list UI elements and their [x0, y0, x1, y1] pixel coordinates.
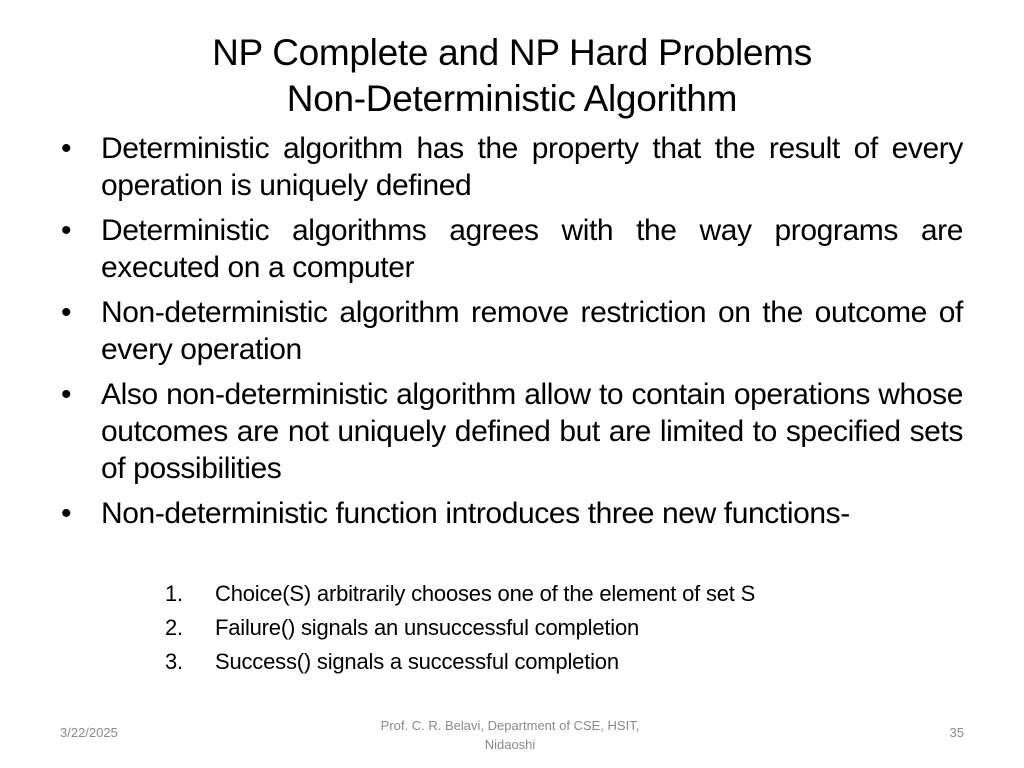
item-number: 3.	[165, 649, 183, 674]
item-text: Failure() signals an unsuccessful completion	[215, 615, 640, 640]
bullet-item	[58, 495, 963, 532]
bullet-icon: •	[61, 132, 72, 165]
bullet-item	[58, 294, 963, 368]
item-text: Choice(S) arbitrarily chooses one of the element of set S	[215, 581, 756, 606]
numbered-list	[165, 577, 925, 679]
bullet-text: Deterministic algorithm has the property that the result of every operation is uniquely defined	[101, 132, 963, 202]
title-line-2: Non-Deterministic Algorithm	[286, 78, 738, 119]
bullet-icon: •	[61, 497, 72, 530]
title-line-1: NP Complete and NP Hard Problems	[212, 32, 812, 73]
footer-author-line-2: Nidaoshi	[484, 737, 536, 752]
numbered-item	[165, 645, 925, 679]
bullet-text: Non-deterministic algorithm remove restriction on the outcome of every operation	[101, 296, 963, 366]
page-number: 35	[949, 725, 964, 740]
bullet-text: Deterministic algorithms agrees with the way programs are executed on a computer	[101, 214, 963, 284]
bullet-icon: •	[61, 214, 72, 247]
numbered-item	[165, 577, 925, 611]
footer-date: 3/22/2025	[60, 725, 118, 740]
bullet-text: Non-deterministic function introduces three new functions-	[101, 497, 850, 530]
bullet-item	[58, 130, 963, 204]
item-number: 2.	[165, 615, 183, 640]
bullet-text: Also non-deterministic algorithm allow to contain operations whose outcomes are not uniquely defined but are limited to specified sets of possibilities	[101, 378, 963, 485]
bullet-item	[58, 212, 963, 286]
footer-author	[340, 716, 680, 754]
bullet-list	[58, 130, 963, 540]
slide-title	[60, 30, 964, 122]
bullet-icon: •	[61, 378, 72, 411]
numbered-item	[165, 611, 925, 645]
bullet-item	[58, 376, 963, 487]
item-text: Success() signals a successful completion	[215, 649, 619, 674]
item-number: 1.	[165, 581, 183, 606]
footer-author-line-1: Prof. C. R. Belavi, Department of CSE, HSIT,	[380, 718, 640, 733]
bullet-icon: •	[61, 296, 72, 329]
